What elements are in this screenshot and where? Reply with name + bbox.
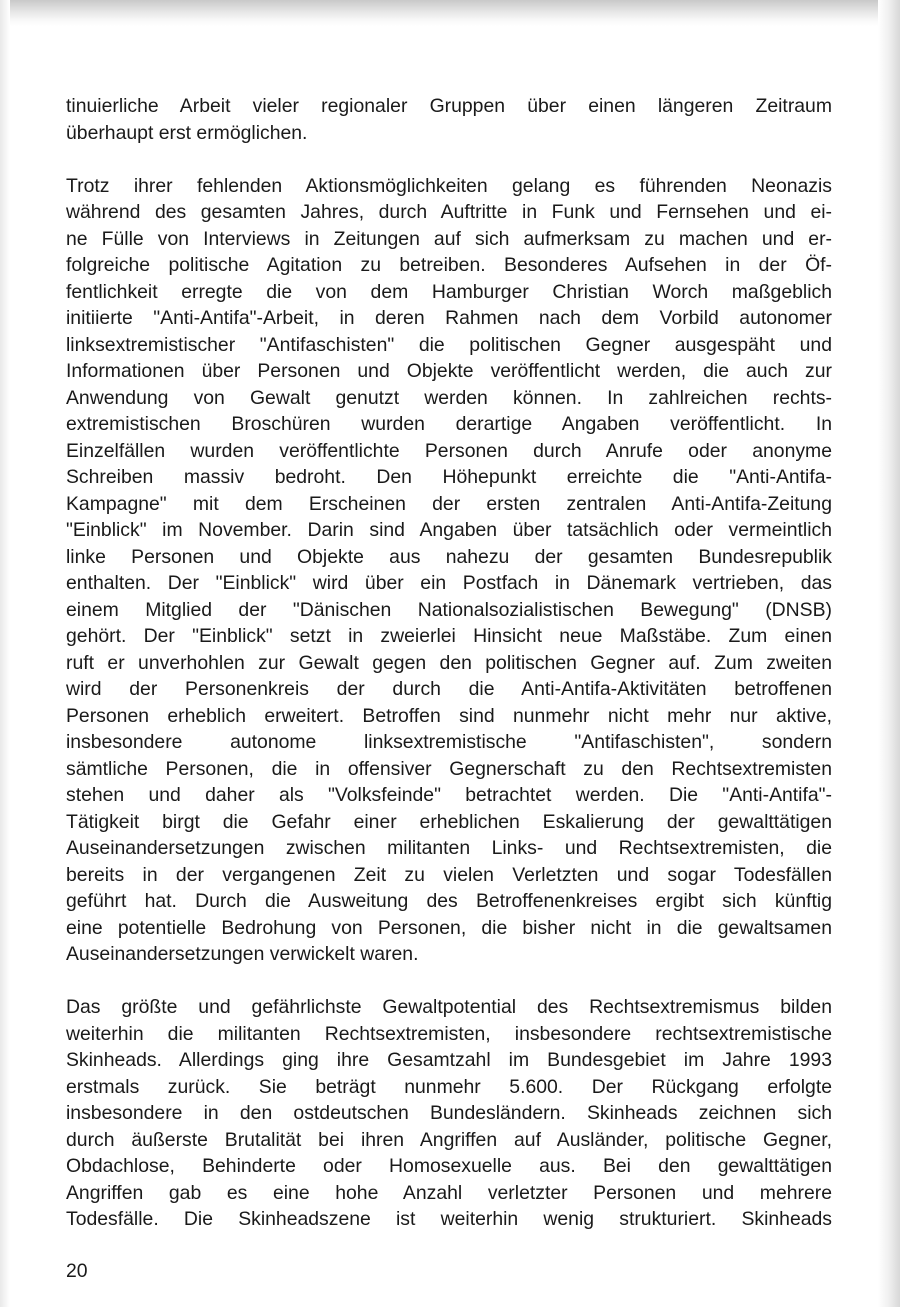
scan-top-edge (0, 0, 900, 26)
text-line: Todesfälle. Die Skinheadszene ist weiterhin wenig strukturiert. Skinheads (66, 1208, 832, 1230)
text-line: einem Mitglied der "Dänischen Nationalsozialistischen Bewegung" (DNSB) (66, 598, 832, 621)
text-line: gehört. Der "Einblick" setzt in zweierlei Hinsicht neue Maßstäbe. Zum einen (66, 625, 832, 647)
text-line: wird der Personenkreis der durch die Anti-Antifa-Aktivitäten betroffenen (66, 678, 832, 700)
text-line: ruft er unverhohlen zur Gewalt gegen den politischen Gegner auf. Zum zweiten (66, 651, 832, 674)
text-line: linke Personen und Objekte aus nahezu der gesamten Bundesrepublik (66, 545, 832, 568)
text-line: bereits in der vergangenen Zeit zu vielen Verletzten und sogar Todesfällen (66, 863, 832, 886)
text-line: durch äußerste Brutalität bei ihren Angriffen auf Ausländer, politische Gegner, (66, 1128, 832, 1151)
text-line: Obdachlose, Behinderte oder Homosexuelle aus. Bei den gewalttätigen (66, 1155, 832, 1177)
scan-left-edge (0, 0, 10, 1307)
text-line: Personen erheblich erweitert. Betroffen sind nunmehr nicht mehr nur aktive, (66, 704, 832, 727)
text-line: geführt hat. Durch die Ausweitung des Betroffenenkreises ergibt sich künftig (66, 890, 832, 912)
text-line: Auseinandersetzungen verwickelt waren. (66, 943, 419, 965)
text-line: Auseinandersetzungen zwischen militanten Links- und Rechtsextremisten, die (66, 837, 832, 859)
text-line: weiterhin die militanten Rechtsextremisten, insbesondere rechtsextremistische (66, 1022, 832, 1045)
text-line: insbesondere autonome linksextremistische "Antifaschisten", sondern (66, 731, 832, 753)
text-line: Anwendung von Gewalt genutzt werden können. In zahlreichen rechts- (66, 386, 832, 409)
text-line: enthalten. Der "Einblick" wird über ein Postfach in Dänemark vertrieben, das (66, 572, 832, 594)
text-line: Einzelfällen wurden veröffentlichte Personen durch Anrufe oder anonyme (66, 439, 832, 462)
paragraph-gap (66, 968, 832, 995)
scan-right-edge (878, 0, 900, 1307)
text-line: während des gesamten Jahres, durch Auftritte in Funk und Fernsehen und ei- (66, 201, 832, 223)
text-line: "Einblick" im November. Darin sind Angaben über tatsächlich oder vermeintlich (66, 519, 832, 541)
page-body (66, 93, 832, 1233)
text-line: stehen und daher als "Volksfeinde" betrachtet werden. Die "Anti-Antifa"- (66, 784, 832, 806)
text-line: Trotz ihrer fehlenden Aktionsmöglichkeiten gelang es führenden Neonazis (66, 174, 832, 197)
text-line: insbesondere in den ostdeutschen Bundesländern. Skinheads zeichnen sich (66, 1102, 832, 1124)
text-line: überhaupt erst ermöglichen. (66, 121, 308, 144)
text-line: Skinheads. Allerdings ging ihre Gesamtzahl im Bundesgebiet im Jahre 1993 (66, 1049, 832, 1071)
text-line: Kampagne" mit dem Erscheinen der ersten zentralen Anti-Antifa-Zeitung (66, 492, 832, 515)
text-line: eine potentielle Bedrohung von Personen, die bisher nicht in die gewaltsamen (66, 916, 832, 939)
text-line: linksextremistischer "Antifaschisten" die politischen Gegner ausgespäht und (66, 333, 832, 356)
text-line: Schreiben massiv bedroht. Den Höhepunkt erreichte die "Anti-Antifa- (66, 466, 832, 488)
text-line: tinuierliche Arbeit vieler regionaler Gruppen über einen längeren Zeitraum (66, 95, 832, 117)
text-line: erstmals zurück. Sie beträgt nunmehr 5.600. Der Rückgang erfolgte (66, 1075, 832, 1098)
text-line: initiierte "Anti-Antifa"-Arbeit, in deren Rahmen nach dem Vorbild autonomer (66, 307, 832, 329)
text-line: Informationen über Personen und Objekte veröffentlicht werden, die auch zur (66, 360, 832, 382)
text-line: Tätigkeit birgt die Gefahr einer erheblichen Eskalierung der gewalttätigen (66, 810, 832, 833)
text-line: Das größte und gefährlichste Gewaltpotential des Rechtsextremismus bilden (66, 996, 832, 1018)
text-line: folgreiche politische Agitation zu betreiben. Besonderes Aufsehen in der Öf- (66, 254, 832, 276)
text-line: extremistischen Broschüren wurden derartige Angaben veröffentlicht. In (66, 413, 832, 435)
text-line: fentlichkeit erregte die von dem Hamburger Christian Worch maßgeblich (66, 280, 832, 303)
text-line: sämtliche Personen, die in offensiver Gegnerschaft zu den Rechtsextremisten (66, 757, 832, 780)
paragraph-3 (66, 994, 832, 1233)
paragraph-1 (66, 93, 832, 146)
page-number: 20 (66, 1260, 88, 1282)
paragraph-2 (66, 173, 832, 968)
paragraph-gap (66, 146, 832, 173)
text-line: ne Fülle von Interviews in Zeitungen auf sich aufmerksam zu machen und er- (66, 227, 832, 250)
text-line: Angriffen gab es eine hohe Anzahl verletzter Personen und mehrere (66, 1181, 832, 1204)
